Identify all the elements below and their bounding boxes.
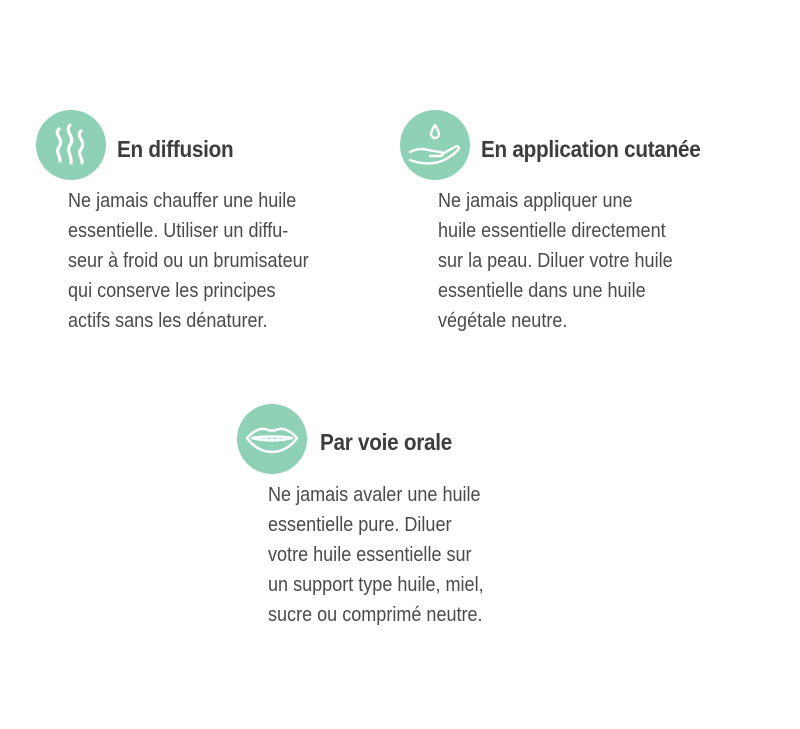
lips-icon (237, 404, 307, 474)
section-body (268, 480, 484, 630)
body-line: qui conserve les principes (68, 279, 276, 302)
hand-drop-icon (400, 110, 470, 180)
body-line: un support type huile, miel, (268, 573, 484, 596)
section-body (438, 186, 673, 336)
body-line: essentielle pure. Diluer (268, 513, 452, 536)
body-line: votre huile essentielle sur (268, 543, 472, 566)
section-title: En diffusion (117, 136, 234, 162)
body-line: végétale neutre. (438, 309, 568, 332)
body-line: essentielle dans une huile (438, 279, 646, 302)
body-line: actifs sans les dénaturer. (68, 309, 268, 332)
body-line: Ne jamais appliquer une (438, 189, 633, 212)
diffusion-steam-icon (36, 110, 106, 180)
body-line: huile essentielle directement (438, 219, 666, 242)
body-line: sur la peau. Diluer votre huile (438, 249, 673, 272)
body-line: essentielle. Utiliser un diffu- (68, 219, 289, 242)
section-body (68, 186, 309, 336)
body-line: Ne jamais chauffer une huile (68, 189, 297, 212)
body-line: seur à froid ou un brumisateur (68, 249, 309, 272)
section-title: Par voie orale (320, 429, 453, 455)
body-line: Ne jamais avaler une huile (268, 483, 481, 506)
section-title: En application cutanée (481, 136, 701, 162)
body-line: sucre ou comprimé neutre. (268, 603, 483, 626)
